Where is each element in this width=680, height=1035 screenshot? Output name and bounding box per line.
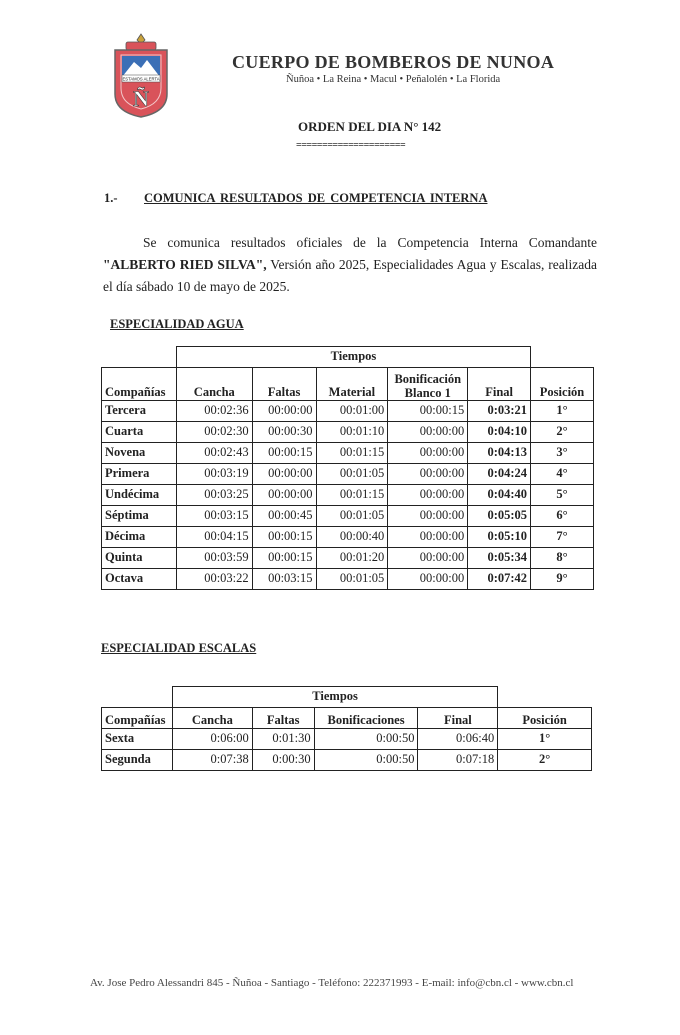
section-title: COMUNICA RESULTADOS DE COMPETENCIA INTERNA [144,191,488,205]
cancha-time: 00:03:25 [176,484,252,505]
col-final: Final [468,367,531,400]
paragraph-lead: Se comunica resultados oficiales de la Competencia Interna Comandante [143,235,597,250]
team-name: Octava [102,568,177,589]
table-row [102,547,594,568]
table-row [102,728,592,749]
final-time: 0:05:10 [468,526,531,547]
cancha-time: 00:02:36 [176,400,252,421]
paragraph-honoree: "ALBERTO RIED SILVA", [103,257,267,272]
col-companias: Compañías [102,707,173,728]
col-faltas: Faltas [252,707,314,728]
cancha-time: 0:07:38 [172,749,252,770]
cancha-time: 00:03:19 [176,463,252,484]
faltas-time: 00:00:00 [252,400,316,421]
final-time: 0:04:13 [468,442,531,463]
faltas-time: 00:00:15 [252,547,316,568]
table-row [102,442,594,463]
col-cancha: Cancha [172,707,252,728]
position: 4° [531,463,594,484]
final-time: 0:03:21 [468,400,531,421]
team-name: Tercera [102,400,177,421]
faltas-time: 00:03:15 [252,568,316,589]
position: 3° [531,442,594,463]
announcement-paragraph [103,232,597,298]
svg-text:Ñ: Ñ [133,86,149,111]
tiempos-group-header: Tiempos [176,347,530,368]
position: 9° [531,568,594,589]
cancha-time: 00:03:59 [176,547,252,568]
bonificacion-time: 00:00:00 [388,568,468,589]
col-final: Final [418,707,498,728]
faltas-time: 00:00:15 [252,442,316,463]
organization-title: CUERPO DE BOMBEROS DE NUNOA [232,52,555,72]
col-companias: Compañías [102,367,177,400]
table-row [102,421,594,442]
section-number: 1.- [104,191,118,205]
escalas-group-header-row [102,687,592,708]
agua-results-table [101,346,594,590]
team-name: Quinta [102,547,177,568]
escalas-specialty-title: ESPECIALIDAD ESCALAS [101,641,257,655]
col-bonificacion: Bonificación Blanco 1 [388,367,468,400]
cancha-time: 00:03:22 [176,568,252,589]
table-row [102,749,592,770]
agua-specialty-title: ESPECIALIDAD AGUA [110,317,244,331]
bonificacion-time: 00:00:00 [388,442,468,463]
material-time: 00:01:20 [316,547,388,568]
bonificacion-time: 00:00:00 [388,505,468,526]
order-of-day-title: ORDEN DEL DIA N° 142 [298,119,442,134]
col-material: Material [316,367,388,400]
final-time: 0:07:42 [468,568,531,589]
position: 6° [531,505,594,526]
team-name: Séptima [102,505,177,526]
material-time: 00:01:05 [316,505,388,526]
cancha-time: 00:04:15 [176,526,252,547]
material-time: 00:01:05 [316,463,388,484]
col-faltas: Faltas [252,367,316,400]
col-posicion: Posición [498,707,592,728]
position: 2° [531,421,594,442]
final-time: 0:04:10 [468,421,531,442]
table-row [102,484,594,505]
svg-text:ESTAMOS ALERTA: ESTAMOS ALERTA [122,76,160,82]
team-name: Primera [102,463,177,484]
position: 7° [531,526,594,547]
final-time: 0:06:40 [418,728,498,749]
table-row [102,505,594,526]
team-name: Décima [102,526,177,547]
bonificacion-time: 00:00:00 [388,421,468,442]
title-underline-rule: ===================== [296,140,406,151]
escalas-results-table [101,686,592,771]
material-time: 00:01:15 [316,442,388,463]
faltas-time: 00:00:00 [252,463,316,484]
bonificaciones-time: 0:00:50 [314,749,418,770]
escalas-column-header-row [102,707,592,728]
position: 1° [531,400,594,421]
position: 2° [498,749,592,770]
faltas-time: 0:00:30 [252,749,314,770]
table-row [102,463,594,484]
paragraph-tail: Versión año 2025, Especialidades Agua y Escalas, realizada el día sábado 10 de mayo de 2025. [103,257,597,294]
tiempos-group-header: Tiempos [172,687,497,708]
col-cancha: Cancha [176,367,252,400]
team-name: Cuarta [102,421,177,442]
faltas-time: 0:01:30 [252,728,314,749]
cancha-time: 0:06:00 [172,728,252,749]
final-time: 0:04:40 [468,484,531,505]
faltas-time: 00:00:45 [252,505,316,526]
cancha-time: 00:03:15 [176,505,252,526]
faltas-time: 00:00:00 [252,484,316,505]
table-row [102,400,594,421]
position: 8° [531,547,594,568]
col-bonificaciones: Bonificaciones [314,707,418,728]
table-row [102,526,594,547]
agua-group-header-row [102,347,594,368]
bonificacion-time: 00:00:00 [388,526,468,547]
position: 5° [531,484,594,505]
team-name: Segunda [102,749,173,770]
bonificaciones-time: 0:00:50 [314,728,418,749]
bonificacion-time: 00:00:00 [388,547,468,568]
team-name: Novena [102,442,177,463]
final-time: 0:07:18 [418,749,498,770]
faltas-time: 00:00:30 [252,421,316,442]
faltas-time: 00:00:15 [252,526,316,547]
final-time: 0:04:24 [468,463,531,484]
footer-contact: Av. Jose Pedro Alessandri 845 - Ñuñoa - Santiago - Teléfono: 222371993 - E-mail: info@cbn.cl - www.cbn.cl [90,977,574,989]
col-posicion: Posición [531,367,594,400]
bonificacion-time: 00:00:15 [388,400,468,421]
final-time: 0:05:34 [468,547,531,568]
fire-department-shield-logo [112,32,170,118]
material-time: 00:00:40 [316,526,388,547]
cancha-time: 00:02:43 [176,442,252,463]
communes-list: Ñuñoa • La Reina • Macul • Peñalolén • La Florida [286,74,501,85]
team-name: Sexta [102,728,173,749]
agua-column-header-row [102,367,594,400]
cancha-time: 00:02:30 [176,421,252,442]
table-row [102,568,594,589]
team-name: Undécima [102,484,177,505]
position: 1° [498,728,592,749]
material-time: 00:01:15 [316,484,388,505]
material-time: 00:01:10 [316,421,388,442]
material-time: 00:01:00 [316,400,388,421]
final-time: 0:05:05 [468,505,531,526]
material-time: 00:01:05 [316,568,388,589]
bonificacion-time: 00:00:00 [388,484,468,505]
bonificacion-time: 00:00:00 [388,463,468,484]
